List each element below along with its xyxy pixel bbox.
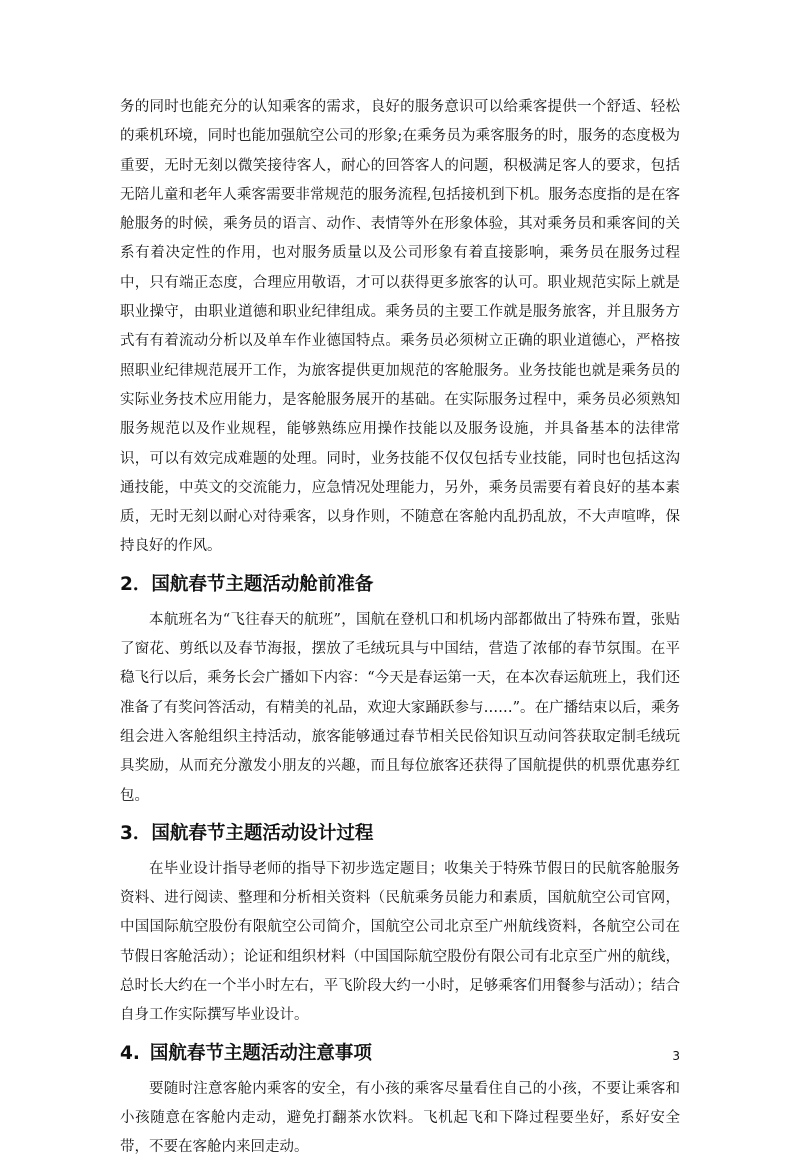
section-3-body: 在毕业设计指导老师的指导下初步选定题目；收集关于特殊节假日的民航客舱服务资料、进行阅读、整理和分析相关资料（民航乘务员能力和素质，国航航空公司官网，中国国际航空股份有限航空公司简介，国航空公司北京至广州航线资料，各航空公司在节假日客舱活动）；论证和组织材料（中国国际航空股份有限公司有北京至广州的航线，总时长大约在一个半小时左右，平飞阶段大约一小时，足够乘客们用餐参与活动）；结合自身工作实际撰写毕业设计。 [120, 860, 680, 1024]
section-4-number: 4. [120, 1042, 140, 1064]
section-2-heading [120, 568, 680, 602]
section-4-heading [120, 1037, 680, 1071]
section-2-title: 国航春节主题活动舱前准备 [151, 573, 374, 595]
section-3-heading [120, 817, 680, 851]
paragraph-continuation: 务的同时也能充分的认知乘客的需求，良好的服务意识可以给乘客提供一个舒适、轻松的乘机环境，同时也能加强航空公司的形象;在乘务员为乘客服务的时，服务的态度极为重要，无时无刻以微笑接待客人，耐心的回答客人的问题，积极满足客人的要求，包括无陪儿童和老年人乘客需要非常规范的服务流程,包括接机到下机。服务态度指的是在客舱服务的时候，乘务员的语言、动作、表情等外在形象体验，其对乘务员和乘客间的关系有着决定性的作用，也对服务质量以及公司形象有着直接影响，乘务员在服务过程中，只有端正态度，合理应用敬语，才可以获得更多旅客的认可。职业规范实际上就是职业操守，由职业道德和职业纪律组成。乘务员的主要工作就是服务旅客，并且服务方式有有着流动分析以及单车作业德国特点。乘务员必须树立正确的职业道德心，严格按照职业纪律规范展开工作，为旅客提供更加规范的客舱服务。业务技能也就是乘务员的实际业务技术应用能力，是客舱服务展开的基础。在实际服务过程中，乘务员必须熟知服务规范以及作业规程，能够熟练应用操作技能以及服务设施，并具备基本的法律常识，可以有效完成难题的处理。同时，业务技能不仅仅包括专业技能，同时也包括这沟通技能，中英文的交流能力，应急情况处理能力，另外，乘务员需要有着良好的基本素质，无时无刻以耐心对待乘客，以身作则，不随意在客舱内乱扔乱放，不大声喧哗，保持良好的作风。 [120, 99, 680, 555]
section-4-body: 要随时注意客舱内乘客的安全，有小孩的乘客尽量看住自己的小孩，不要让乘客和小孩随意在客舱内走动，避免打翻茶水饮料。飞机起飞和下降过程要坐好，系好安全带，不要在客舱内来回走动。 [120, 1080, 680, 1156]
section-3-title: 国航春节主题活动设计过程 [151, 822, 374, 844]
section-2-body: 本航班名为“飞往春天的航班”，国航在登机口和机场内部都做出了特殊布置，张贴了窗花、剪纸以及春节海报，摆放了毛绒玩具与中国结，营造了浓郁的春节氛围。在平稳飞行以后，乘务长会广播如下内容：“今天是春运第一天，在本次春运航班上，我们还准备了有奖问答活动，有精美的礼品，欢迎大家踊跃参与……”。在广播结束以后，乘务组会进入客舱组织主持活动，旅客能够通过春节相关民俗知识互动问答获取定制毛绒玩具奖励，从而充分激发小朋友的兴趣，而且每位旅客还获得了国航提供的机票优惠券红包。 [120, 611, 680, 804]
page-number: 3 [672, 1049, 680, 1063]
section-2-number: 2． [120, 573, 152, 595]
section-3-number: 3． [120, 822, 152, 844]
section-4-title: 国航春节主题活动注意事项 [149, 1042, 372, 1064]
page-content [120, 93, 680, 1163]
